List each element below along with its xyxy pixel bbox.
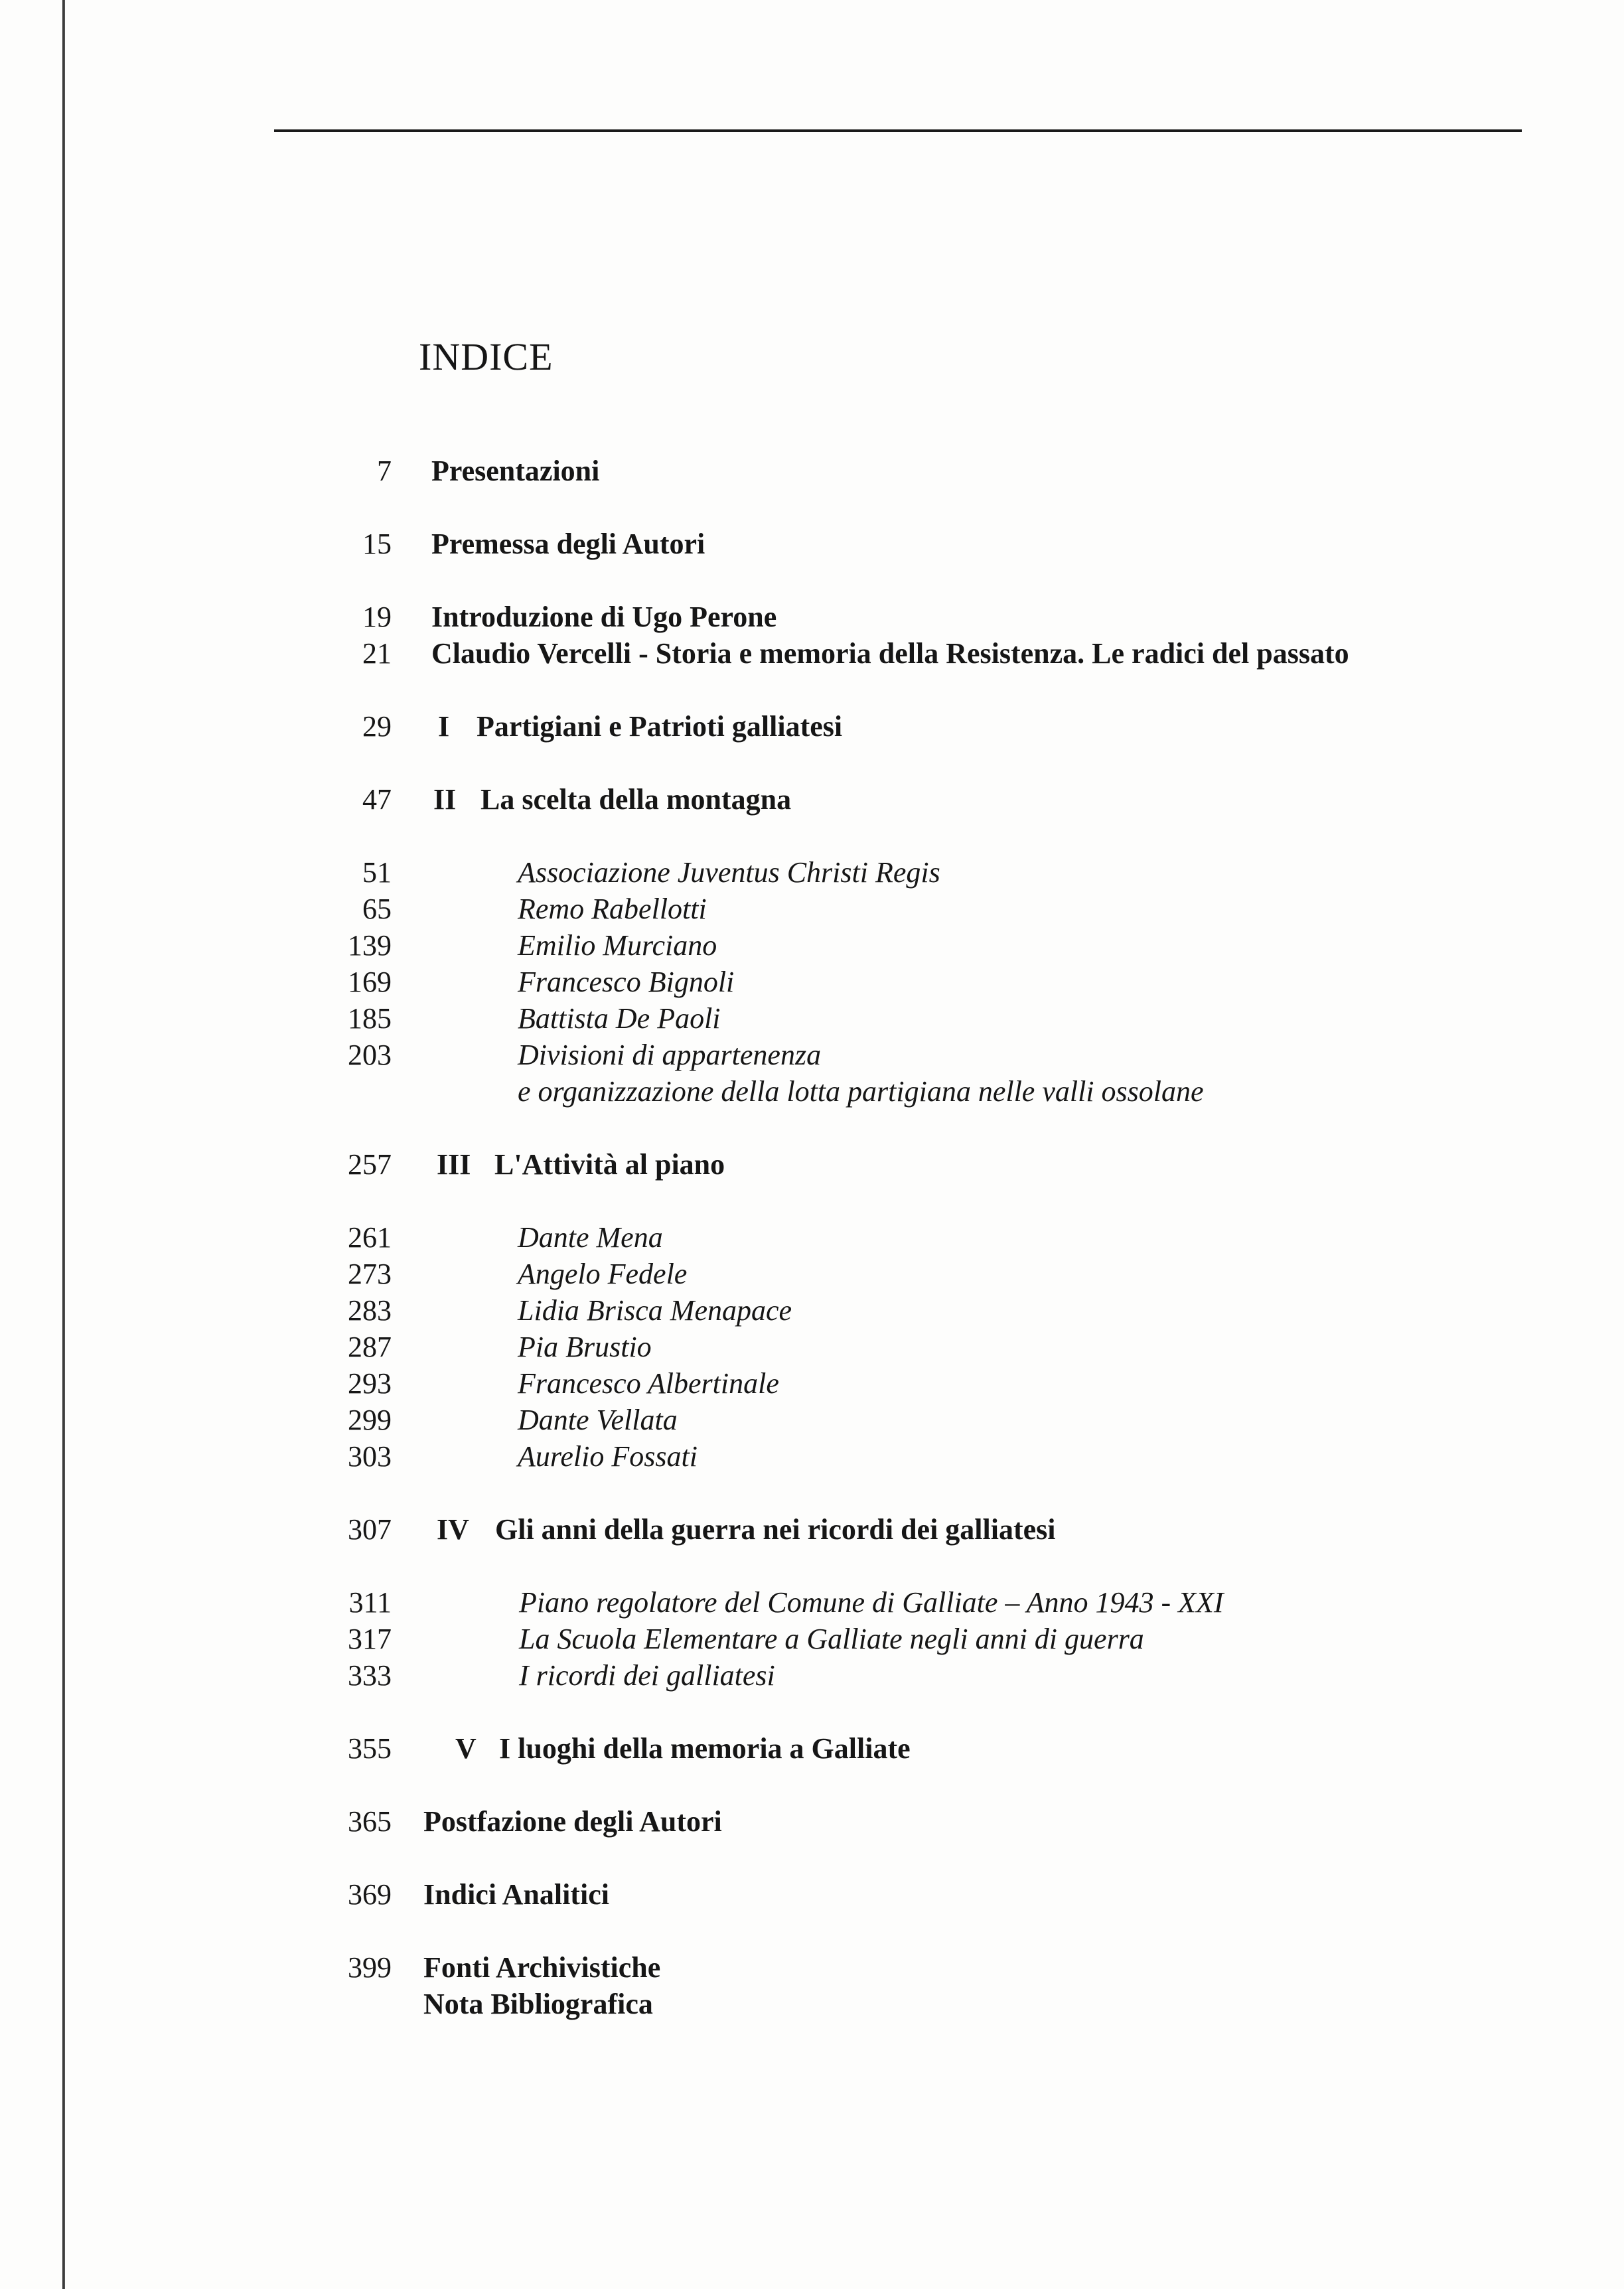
toc-entry-title: Postfazione degli Autori xyxy=(423,1805,722,1838)
toc-part-entry xyxy=(0,1730,1624,1767)
toc-entry-title: Aurelio Fossati xyxy=(518,1440,698,1473)
toc-page-number: 283 xyxy=(348,1294,392,1327)
toc-page-number: 369 xyxy=(348,1878,392,1911)
toc-entry-continuation xyxy=(0,1986,1624,2022)
toc-entry-title: Pia Brustio xyxy=(518,1331,652,1363)
toc-page-number: 273 xyxy=(348,1258,392,1290)
toc-entry-title: Divisioni di appartenenza xyxy=(518,1039,822,1071)
toc-page-number: 365 xyxy=(348,1805,392,1838)
toc-part-numeral: IV xyxy=(437,1513,469,1546)
toc-subentry xyxy=(0,1621,1624,1657)
toc-subentry xyxy=(0,891,1624,927)
toc-subentry xyxy=(0,854,1624,891)
toc-subentry xyxy=(0,1219,1624,1256)
page-title: INDICE xyxy=(419,335,554,378)
toc-part-numeral: II xyxy=(433,783,457,816)
toc-page-number: 185 xyxy=(348,1002,392,1035)
toc-page-number: 299 xyxy=(348,1404,392,1436)
toc-entry-title: Presentazioni xyxy=(431,455,600,487)
toc-page-number: 51 xyxy=(362,856,392,889)
toc-entry-title: Indici Analitici xyxy=(423,1878,609,1911)
toc-entry-title: Lidia Brisca Menapace xyxy=(518,1294,792,1327)
toc-entry xyxy=(0,1949,1624,1986)
toc-entry xyxy=(0,1876,1624,1913)
toc-page-number: 21 xyxy=(362,637,392,670)
toc-entry-title: Partigiani e Patrioti galliatesi xyxy=(477,710,843,743)
toc-entry-title: Remo Rabellotti xyxy=(518,893,707,925)
toc-page-number: 261 xyxy=(348,1221,392,1254)
toc-page-number: 19 xyxy=(362,601,392,633)
toc-subentry xyxy=(0,964,1624,1000)
toc-subentry xyxy=(0,927,1624,964)
binding-edge xyxy=(62,0,65,2289)
toc-subentry xyxy=(0,1365,1624,1402)
toc-entry-title: Dante Mena xyxy=(518,1221,663,1254)
toc-subentry xyxy=(0,1402,1624,1438)
toc-page-number: 139 xyxy=(348,929,392,962)
toc-entry-title: Introduzione di Ugo Perone xyxy=(431,601,777,633)
toc-page-number: 287 xyxy=(348,1331,392,1363)
toc-entry-title: L'Attività al piano xyxy=(494,1148,725,1181)
toc-page-number: 355 xyxy=(348,1732,392,1765)
toc-entry-title: Francesco Bignoli xyxy=(518,966,735,998)
toc-entry-title: Premessa degli Autori xyxy=(431,528,705,560)
toc-entry-title: I ricordi dei galliatesi xyxy=(519,1659,775,1692)
toc-page-number: 311 xyxy=(348,1586,392,1619)
toc-entry-title: Francesco Albertinale xyxy=(518,1367,779,1400)
toc-entry-title: Piano regolatore del Comune di Galliate – Anno 1943 - XXI xyxy=(519,1586,1224,1619)
header-rule xyxy=(274,129,1522,132)
toc-entry xyxy=(0,526,1624,562)
toc-entry-title: Claudio Vercelli - Storia e memoria della Resistenza. Le radici del passato xyxy=(431,637,1349,670)
toc-page-number: 29 xyxy=(362,710,392,743)
toc-page-number: 257 xyxy=(348,1148,392,1181)
toc-page-number: 317 xyxy=(348,1623,392,1655)
toc-page-number: 307 xyxy=(348,1513,392,1546)
toc-entry xyxy=(0,635,1624,672)
toc-subentry xyxy=(0,1292,1624,1329)
toc-entry-title: Dante Vellata xyxy=(518,1404,678,1436)
toc-subentry xyxy=(0,1000,1624,1037)
toc-entry xyxy=(0,599,1624,635)
toc-page-number: 15 xyxy=(362,528,392,560)
toc-subentry-continuation xyxy=(0,1073,1624,1110)
toc-part-numeral: III xyxy=(437,1148,471,1181)
toc-entry-title: I luoghi della memoria a Galliate xyxy=(499,1732,911,1765)
toc-page-number: 7 xyxy=(377,455,392,487)
toc-entry-title: Battista De Paoli xyxy=(518,1002,721,1035)
toc-subentry xyxy=(0,1037,1624,1073)
toc-part-entry xyxy=(0,781,1624,818)
toc-page-number: 333 xyxy=(348,1659,392,1692)
toc-entry-title: e organizzazione della lotta partigiana nelle valli ossolane xyxy=(518,1075,1204,1108)
toc-subentry xyxy=(0,1329,1624,1365)
toc-entry-title: La Scuola Elementare a Galliate negli anni di guerra xyxy=(519,1623,1144,1655)
toc-page-number: 203 xyxy=(348,1039,392,1071)
toc-subentry xyxy=(0,1584,1624,1621)
toc-part-numeral: V xyxy=(455,1732,477,1765)
toc-page-number: 399 xyxy=(348,1951,392,1984)
toc-subentry xyxy=(0,1256,1624,1292)
toc-entry-title: Fonti Archivistiche xyxy=(423,1951,661,1984)
toc-page-number: 65 xyxy=(362,893,392,925)
toc-part-entry xyxy=(0,1511,1624,1548)
toc-subentry xyxy=(0,1438,1624,1475)
toc-entry-title: Angelo Fedele xyxy=(518,1258,688,1290)
toc-part-entry xyxy=(0,1146,1624,1183)
toc-page-number: 169 xyxy=(348,966,392,998)
toc-part-entry xyxy=(0,708,1624,745)
toc-entry-title: Emilio Murciano xyxy=(518,929,717,962)
toc-entry-title: Nota Bibliografica xyxy=(423,1988,653,2020)
toc-subentry xyxy=(0,1657,1624,1694)
toc-page-number: 303 xyxy=(348,1440,392,1473)
toc-part-numeral: I xyxy=(438,710,450,743)
toc-entry xyxy=(0,1803,1624,1840)
toc-entry-title: Gli anni della guerra nei ricordi dei galliatesi xyxy=(495,1513,1056,1546)
toc-entry xyxy=(0,453,1624,489)
toc-entry-title: Associazione Juventus Christi Regis xyxy=(518,856,940,889)
toc-entry-title: La scelta della montagna xyxy=(480,783,792,816)
toc-page-number: 293 xyxy=(348,1367,392,1400)
toc-page-number: 47 xyxy=(362,783,392,816)
